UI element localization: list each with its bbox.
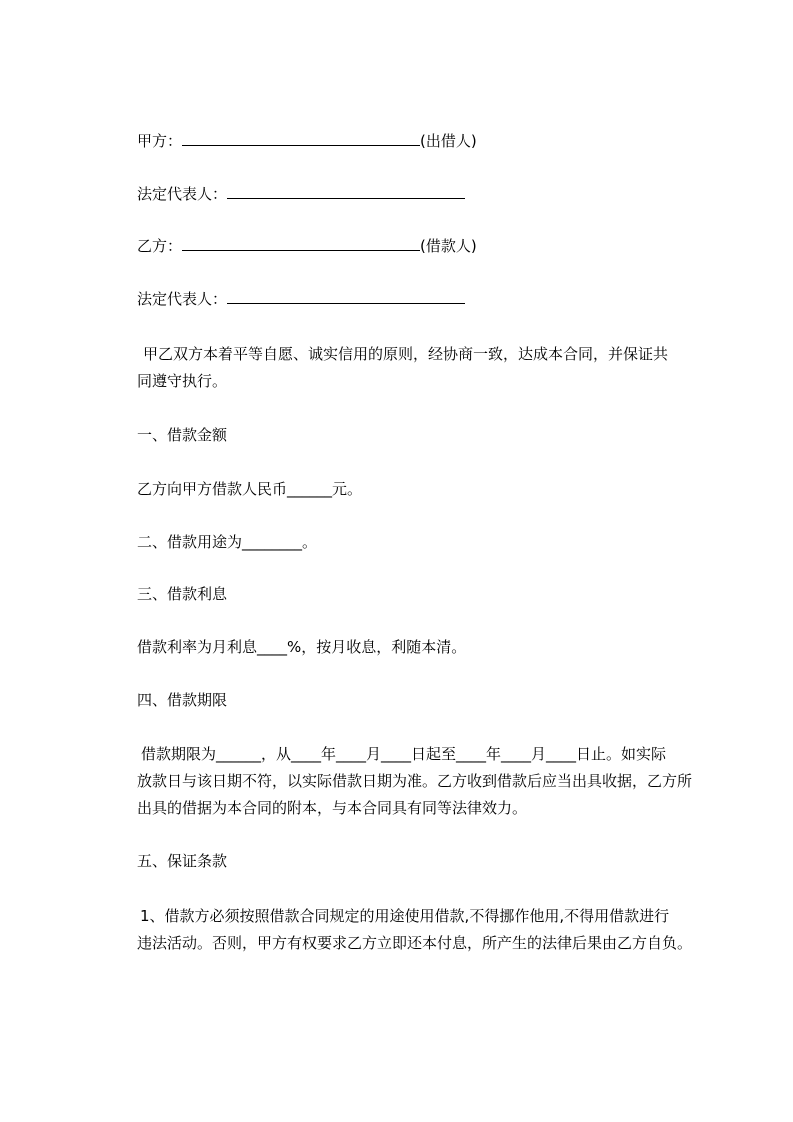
party-a-blank[interactable]: [182, 131, 420, 146]
section-1-heading: 一、借款金额: [137, 426, 228, 444]
section-2-heading-after: 。: [302, 533, 318, 551]
section-5-heading: 五、保证条款: [137, 852, 228, 870]
legal-rep-a-label: 法定代表人：: [137, 185, 228, 203]
section-1-text-before: 乙方向甲方借款人民币: [137, 480, 288, 498]
section-3-heading: 三、借款利息: [137, 585, 228, 603]
intro-line-2: 同遵守执行。: [137, 372, 228, 390]
intro-paragraph: [137, 341, 712, 395]
section-2-heading: [137, 532, 317, 552]
section-4-line-2: 放款日与该日期不符，以实际借款日期为准。乙方收到借款后应当出具收据，乙方所: [137, 772, 693, 790]
legal-rep-a-row: [137, 184, 465, 204]
section-1-text-after: 元。: [332, 480, 363, 498]
section-3-text-before: 借款利率为月利息: [137, 638, 258, 656]
section-5-item-1-line-2: 违法活动。否则，甲方有权要求乙方立即还本付息，所产生的法律后果由乙方自负。: [137, 934, 693, 952]
party-a-label: 甲方：: [137, 132, 183, 150]
section-2-heading-before: 二、借款用途为: [137, 533, 243, 551]
legal-rep-b-blank[interactable]: [227, 289, 465, 304]
section-4-line-3: 出具的借据为本合同的附本，与本合同具有同等法律效力。: [137, 799, 528, 817]
intro-line-1: 甲乙双方本着平等自愿、诚实信用的原则，经协商一致，达成本合同，并保证共: [143, 345, 669, 363]
party-a-row: [137, 131, 477, 151]
party-b-blank[interactable]: [182, 236, 420, 251]
section-4-heading: 四、借款期限: [137, 691, 228, 709]
section-4-paragraph: [137, 741, 712, 822]
section-1-text: [137, 479, 362, 499]
party-b-row: [137, 236, 477, 256]
section-5-item-1: [137, 903, 712, 957]
legal-rep-a-blank[interactable]: [227, 184, 465, 199]
legal-rep-b-row: [137, 289, 465, 309]
amount-blank[interactable]: ______: [287, 480, 333, 498]
section-3-text: [137, 637, 466, 657]
purpose-blank[interactable]: ________: [242, 533, 303, 551]
section-4-line-1: 借款期限为______，从____年____月____日起至____年____月____日止。如实际: [141, 745, 667, 763]
section-3-text-after: %，按月收息，利随本清。: [287, 638, 467, 656]
interest-rate-blank[interactable]: ____: [257, 638, 288, 656]
party-b-label: 乙方：: [137, 237, 183, 255]
party-b-role: (借款人): [420, 237, 477, 255]
section-5-item-1-line-1: 1、借款方必须按照借款合同规定的用途使用借款,不得挪作他用,不得用借款进行: [140, 907, 670, 925]
legal-rep-b-label: 法定代表人：: [137, 290, 228, 308]
party-a-role: (出借人): [420, 132, 477, 150]
